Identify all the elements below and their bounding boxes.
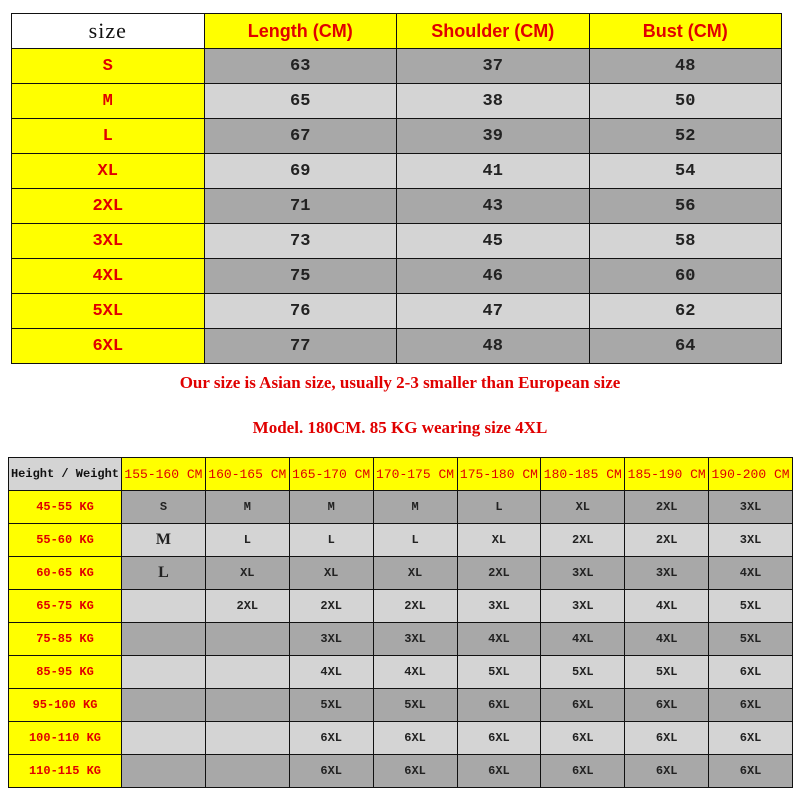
table-cell: 48 bbox=[397, 329, 590, 364]
table-cell: 56 bbox=[589, 189, 782, 224]
column-header: Bust (CM) bbox=[589, 14, 782, 49]
column-header: size bbox=[12, 14, 205, 49]
column-header: 165-170 CM bbox=[289, 458, 373, 491]
row-label: 2XL bbox=[12, 189, 205, 224]
row-label: 85-95 KG bbox=[9, 656, 122, 689]
table-cell: 48 bbox=[589, 49, 782, 84]
row-label: S bbox=[12, 49, 205, 84]
table-cell: 2XL bbox=[541, 524, 625, 557]
table-cell: M bbox=[289, 491, 373, 524]
table-cell: 2XL bbox=[625, 524, 709, 557]
table-cell: 2XL bbox=[457, 557, 541, 590]
table-cell: 69 bbox=[204, 154, 397, 189]
table-cell bbox=[205, 623, 289, 656]
table-cell: 6XL bbox=[457, 755, 541, 788]
column-header: 160-165 CM bbox=[205, 458, 289, 491]
row-label: 75-85 KG bbox=[9, 623, 122, 656]
table-cell: XL bbox=[289, 557, 373, 590]
row-label: 3XL bbox=[12, 224, 205, 259]
table-row bbox=[12, 119, 782, 154]
table-cell: 5XL bbox=[709, 590, 793, 623]
table-cell: 6XL bbox=[625, 722, 709, 755]
table-cell: 6XL bbox=[709, 755, 793, 788]
table-cell: XL bbox=[541, 491, 625, 524]
column-header: 185-190 CM bbox=[625, 458, 709, 491]
table-row bbox=[9, 557, 793, 590]
table-cell: 6XL bbox=[373, 722, 457, 755]
table-cell: L bbox=[457, 491, 541, 524]
asian-size-note: Our size is Asian size, usually 2-3 smaller than European size bbox=[179, 373, 621, 392]
table-cell: 2XL bbox=[205, 590, 289, 623]
table-cell: 3XL bbox=[373, 623, 457, 656]
column-header: Length (CM) bbox=[204, 14, 397, 49]
table-cell: 63 bbox=[204, 49, 397, 84]
table-cell bbox=[122, 755, 206, 788]
table-cell: 37 bbox=[397, 49, 590, 84]
row-label: 5XL bbox=[12, 294, 205, 329]
table-cell: 3XL bbox=[541, 590, 625, 623]
table-row bbox=[12, 49, 782, 84]
row-label: 45-55 KG bbox=[9, 491, 122, 524]
column-header: Height / Weight bbox=[9, 458, 122, 491]
table-cell: 6XL bbox=[625, 755, 709, 788]
table-cell bbox=[205, 656, 289, 689]
table-cell bbox=[205, 689, 289, 722]
table-cell: 43 bbox=[397, 189, 590, 224]
table-cell: L bbox=[205, 524, 289, 557]
table-cell bbox=[122, 656, 206, 689]
size-measurement-table bbox=[11, 13, 782, 364]
table-cell: 6XL bbox=[457, 689, 541, 722]
table-cell: 3XL bbox=[709, 524, 793, 557]
table-cell: 4XL bbox=[373, 656, 457, 689]
table-cell: 5XL bbox=[289, 689, 373, 722]
table-cell: M bbox=[122, 524, 206, 557]
table-row bbox=[9, 755, 793, 788]
table-row bbox=[9, 524, 793, 557]
table-cell: 6XL bbox=[709, 689, 793, 722]
table-cell: 73 bbox=[204, 224, 397, 259]
row-label: XL bbox=[12, 154, 205, 189]
table-cell: S bbox=[122, 491, 206, 524]
table-cell: 6XL bbox=[289, 755, 373, 788]
table-cell: 3XL bbox=[541, 557, 625, 590]
table-cell: 4XL bbox=[457, 623, 541, 656]
row-label: 95-100 KG bbox=[9, 689, 122, 722]
table-cell: 2XL bbox=[289, 590, 373, 623]
table-cell bbox=[205, 722, 289, 755]
table-row bbox=[12, 224, 782, 259]
row-label: 60-65 KG bbox=[9, 557, 122, 590]
table-cell: 5XL bbox=[709, 623, 793, 656]
table-cell: 50 bbox=[589, 84, 782, 119]
table-cell: 6XL bbox=[457, 722, 541, 755]
table-cell: 60 bbox=[589, 259, 782, 294]
header-row bbox=[12, 14, 782, 49]
table-cell: 46 bbox=[397, 259, 590, 294]
table-cell bbox=[205, 755, 289, 788]
table-cell: 5XL bbox=[541, 656, 625, 689]
table-cell: 3XL bbox=[289, 623, 373, 656]
row-label: 6XL bbox=[12, 329, 205, 364]
table-row bbox=[12, 294, 782, 329]
table-cell: 4XL bbox=[625, 590, 709, 623]
table-cell: 2XL bbox=[373, 590, 457, 623]
table-cell: 4XL bbox=[709, 557, 793, 590]
table-cell: 3XL bbox=[709, 491, 793, 524]
table-cell: 77 bbox=[204, 329, 397, 364]
table-cell bbox=[122, 722, 206, 755]
column-header: 175-180 CM bbox=[457, 458, 541, 491]
table-cell: 65 bbox=[204, 84, 397, 119]
table-row bbox=[9, 722, 793, 755]
table-cell: 6XL bbox=[541, 689, 625, 722]
model-note: Model. 180CM. 85 KG wearing size 4XL bbox=[252, 418, 548, 437]
table-cell: M bbox=[205, 491, 289, 524]
table-cell: M bbox=[373, 491, 457, 524]
table-cell: L bbox=[122, 557, 206, 590]
table-cell: 62 bbox=[589, 294, 782, 329]
table-cell: L bbox=[289, 524, 373, 557]
table-row bbox=[12, 259, 782, 294]
table-cell: 3XL bbox=[625, 557, 709, 590]
table-cell bbox=[122, 689, 206, 722]
column-header: 155-160 CM bbox=[122, 458, 206, 491]
table-cell: 6XL bbox=[709, 722, 793, 755]
table-row bbox=[9, 656, 793, 689]
table-cell: XL bbox=[373, 557, 457, 590]
table-cell bbox=[122, 623, 206, 656]
table-cell: 54 bbox=[589, 154, 782, 189]
table-cell bbox=[122, 590, 206, 623]
table-cell: 6XL bbox=[709, 656, 793, 689]
table-cell: 4XL bbox=[289, 656, 373, 689]
table-row bbox=[9, 689, 793, 722]
table-cell: 39 bbox=[397, 119, 590, 154]
header-row bbox=[9, 458, 793, 491]
table-row bbox=[9, 623, 793, 656]
table-cell: 6XL bbox=[625, 689, 709, 722]
table-cell: 6XL bbox=[373, 755, 457, 788]
table-cell: 52 bbox=[589, 119, 782, 154]
table-cell: 67 bbox=[204, 119, 397, 154]
table-row bbox=[12, 329, 782, 364]
table-cell: 5XL bbox=[457, 656, 541, 689]
height-weight-fit-table bbox=[8, 457, 793, 788]
row-label: L bbox=[12, 119, 205, 154]
table-cell: 76 bbox=[204, 294, 397, 329]
table-cell: 6XL bbox=[541, 755, 625, 788]
table-row bbox=[12, 84, 782, 119]
table-cell: 4XL bbox=[625, 623, 709, 656]
table-row bbox=[12, 154, 782, 189]
row-label: 4XL bbox=[12, 259, 205, 294]
table-row bbox=[9, 491, 793, 524]
table-cell: 71 bbox=[204, 189, 397, 224]
table-cell: XL bbox=[457, 524, 541, 557]
column-header: 170-175 CM bbox=[373, 458, 457, 491]
table-cell: 64 bbox=[589, 329, 782, 364]
table-cell: 3XL bbox=[457, 590, 541, 623]
table-cell: 6XL bbox=[289, 722, 373, 755]
row-label: 65-75 KG bbox=[9, 590, 122, 623]
table-cell: 75 bbox=[204, 259, 397, 294]
table-cell: 2XL bbox=[625, 491, 709, 524]
column-header: 190-200 CM bbox=[709, 458, 793, 491]
table-cell: L bbox=[373, 524, 457, 557]
table-cell: 38 bbox=[397, 84, 590, 119]
row-label: 55-60 KG bbox=[9, 524, 122, 557]
table-cell: 45 bbox=[397, 224, 590, 259]
column-header: Shoulder (CM) bbox=[397, 14, 590, 49]
table-row bbox=[9, 590, 793, 623]
table-cell: 6XL bbox=[541, 722, 625, 755]
table-row bbox=[12, 189, 782, 224]
row-label: 100-110 KG bbox=[9, 722, 122, 755]
table-cell: 41 bbox=[397, 154, 590, 189]
table-cell: 58 bbox=[589, 224, 782, 259]
row-label: M bbox=[12, 84, 205, 119]
row-label: 110-115 KG bbox=[9, 755, 122, 788]
table-cell: XL bbox=[205, 557, 289, 590]
table-cell: 47 bbox=[397, 294, 590, 329]
table-cell: 4XL bbox=[541, 623, 625, 656]
table-cell: 5XL bbox=[625, 656, 709, 689]
table-cell: 5XL bbox=[373, 689, 457, 722]
column-header: 180-185 CM bbox=[541, 458, 625, 491]
